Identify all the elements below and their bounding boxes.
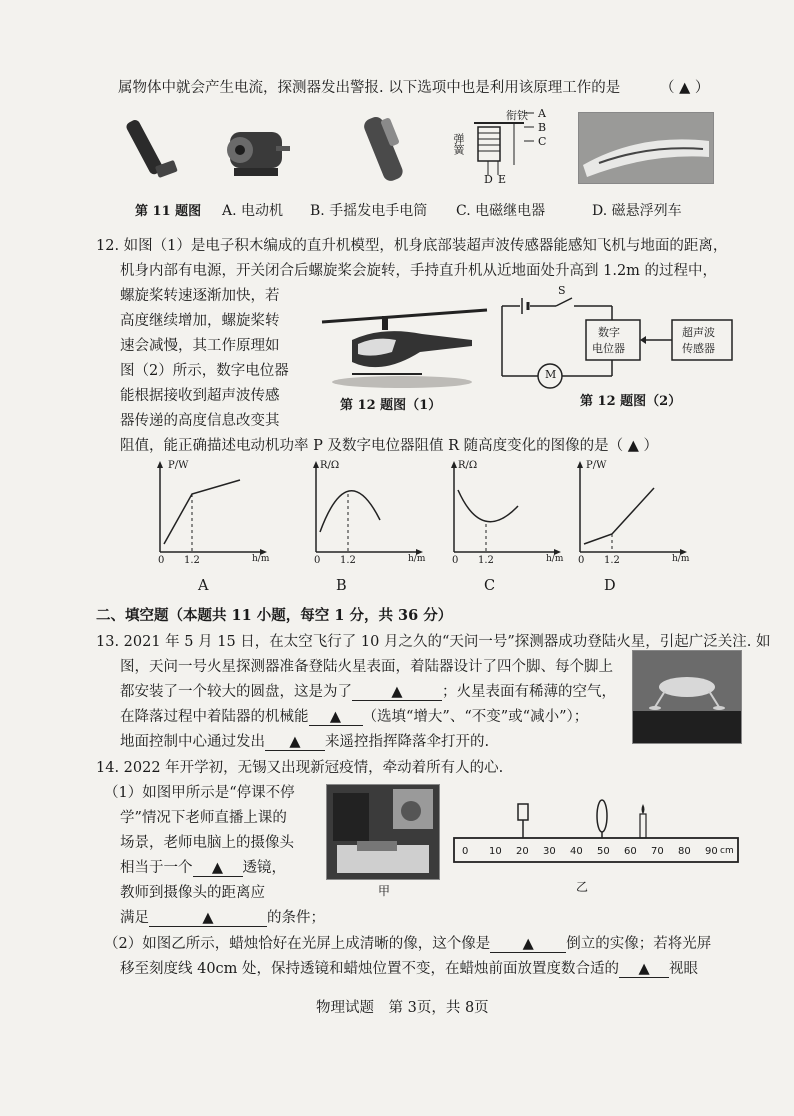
- q14-p2-line1: [104, 932, 711, 953]
- q12-line1: 12. 如图（1）是电子积木编成的直升机模型，机身底部装超声波传感器能感知飞机与地面的距离，: [96, 238, 728, 254]
- q14-blank-1: ▲: [193, 860, 243, 877]
- q13-blank-1: ▲: [352, 684, 442, 701]
- graph-c-letter: C: [484, 578, 496, 594]
- q14-p1-line4: [120, 856, 286, 877]
- ruler-tick-label: 30: [543, 846, 556, 857]
- motor-label: M: [545, 368, 557, 381]
- graph-b-xlabel: h/m: [408, 554, 426, 564]
- q11-option-c: C. 电磁继电器: [456, 203, 546, 219]
- q13-blank-3: ▲: [265, 734, 325, 751]
- ruler-tick-label: 20: [516, 846, 529, 857]
- q13-line5: [120, 730, 489, 751]
- electric-motor-image: [220, 120, 295, 185]
- q14-line1: 14. 2022 年开学初，无锡又出现新冠疫情，牵动着所有人的心.: [96, 760, 504, 776]
- online-class-photo: [326, 784, 440, 880]
- q14-p1-line3: 场景，老师电脑上的摄像头: [120, 835, 294, 851]
- graph-d-tick: 1.2: [604, 555, 620, 566]
- graph-b-tick: 1.2: [340, 555, 356, 566]
- ruler-tick-label: 50: [597, 846, 610, 857]
- graph-d-origin: 0: [578, 555, 585, 566]
- q14-p2-line2-suffix: 视眼: [669, 961, 699, 977]
- ruler-unit-label: cm: [720, 846, 734, 856]
- q11-option-b: B. 手摇发电手电筒: [310, 203, 428, 219]
- switch-label: S: [558, 284, 566, 297]
- graph-c-ylabel: R/Ω: [458, 460, 478, 471]
- q12-line-last: 阻值，能正确描述电动机功率 P 及数字电位器阻值 R 随高度变化的图像的是（ ▲ ）: [120, 438, 658, 454]
- q14-p2-line2-prefix: 移至刻度线 40cm 处，保持透镜和蜡烛位置不变，在蜡烛前面放置度数合适的: [120, 961, 620, 977]
- relay-c-label: C: [538, 135, 547, 148]
- graph-a-xlabel: h/m: [252, 554, 270, 564]
- ruler-tick-label: 90: [705, 846, 718, 857]
- hand-crank-flashlight-image: [355, 108, 415, 193]
- metal-detector-image: [118, 108, 193, 188]
- page-footer: 物理试题 第 3页，共 8页: [316, 1000, 489, 1016]
- q13-line5-suffix: 来遥控指挥降落伞打开的.: [325, 734, 490, 750]
- potentiometer-label-2: 电位器: [592, 342, 625, 355]
- relay-b-label: B: [538, 121, 547, 134]
- helicopter-image: [312, 300, 492, 390]
- graph-d-xlabel: h/m: [672, 554, 690, 564]
- graph-b-origin: 0: [314, 555, 321, 566]
- q13-line5-prefix: 地面控制中心通过发出: [120, 734, 265, 750]
- q14-p2-line2: [120, 957, 698, 978]
- q13-line4: [120, 705, 588, 726]
- graph-a-tick: 1.2: [184, 555, 200, 566]
- relay-a-label: A: [538, 107, 546, 120]
- q11-answer-mark: （ ▲ ）: [660, 80, 710, 96]
- q13-line2: 图，天问一号火星探测器准备登陆火星表面，着陆器设计了四个脚、每个脚上: [120, 659, 613, 675]
- q14-p2-line1-prefix: （2）如图乙所示，蜡烛恰好在光屏上成清晰的像，这个像是: [104, 936, 491, 952]
- ruler-ticks: [462, 844, 734, 862]
- relay-e-label: E: [498, 173, 507, 186]
- circuit-diagram: [500, 284, 750, 400]
- relay-diagram: [448, 105, 568, 185]
- q13-blank-2: ▲: [309, 709, 363, 726]
- q14-p1-line4-suffix: 透镜，: [242, 860, 286, 876]
- q14-p1-line4-prefix: 相当于一个: [120, 860, 193, 876]
- relay-d-label: D: [484, 173, 493, 186]
- q13-line3: [120, 680, 616, 701]
- ruler-tick-label: 40: [570, 846, 583, 857]
- relay-armature-label: 衔铁: [506, 109, 528, 122]
- sensor-label-2: 传感器: [682, 342, 715, 355]
- q14-p1-line1: （1）如图甲所示是“停课不停: [104, 785, 295, 801]
- fig-jia-label: 甲: [378, 884, 391, 898]
- graph-d: [560, 460, 690, 565]
- q14-blank-2: ▲: [149, 910, 267, 927]
- fig-yi-label: 乙: [576, 880, 589, 894]
- q12-wrap1: 螺旋桨转速逐渐加快，若: [120, 288, 280, 304]
- graph-a-letter: A: [198, 578, 209, 594]
- ruler-tick-label: 70: [651, 846, 664, 857]
- q12-wrap4: 图（2）所示，数字电位器: [120, 363, 289, 379]
- relay-spring-label: 弹簧: [452, 133, 465, 155]
- q12-wrap2: 高度继续增加，螺旋桨转: [120, 313, 280, 329]
- graph-b: [296, 460, 426, 565]
- graph-c: [434, 460, 564, 565]
- q11-intro: 属物体中就会产生电流，探测器发出警报. 以下选项中也是利用该原理工作的是: [118, 80, 621, 96]
- graph-a-ylabel: P/W: [168, 460, 189, 471]
- q13-line1: 13. 2021 年 5 月 15 日，在太空飞行了 10 月之久的“天问一号”探测器成功登陆火星，引起广泛关注. 如: [96, 634, 771, 650]
- q12-fig2-caption: 第 12 题图（2）: [580, 394, 682, 409]
- q11-option-d: D. 磁悬浮列车: [592, 203, 682, 219]
- graph-c-origin: 0: [452, 555, 459, 566]
- graph-b-letter: B: [336, 578, 347, 594]
- ruler-tick-label: 0: [462, 846, 469, 857]
- ruler-tick-label: 60: [624, 846, 637, 857]
- ruler-tick-label: 80: [678, 846, 691, 857]
- q14-p1-line6-prefix: 满足: [120, 910, 149, 926]
- q13-line4-suffix: （选填“增大”、“不变”或“减小”）；: [362, 709, 589, 725]
- q14-blank-4: ▲: [619, 961, 669, 978]
- potentiometer-label-1: 数字: [598, 326, 620, 339]
- graph-d-letter: D: [604, 578, 616, 594]
- q14-p1-line6: [120, 906, 325, 927]
- q13-line3-suffix: ；火星表面有稀薄的空气，: [442, 684, 616, 700]
- q12-fig1-caption: 第 12 题图（1）: [340, 398, 442, 413]
- graph-b-ylabel: R/Ω: [320, 460, 340, 471]
- sensor-label-1: 超声波: [682, 326, 715, 339]
- q14-blank-3: ▲: [490, 936, 566, 953]
- q11-option-a: A. 电动机: [222, 203, 284, 219]
- q12-wrap5: 能根据接收到超声波传感: [120, 388, 280, 404]
- q11-caption: 第 11 题图: [135, 204, 202, 219]
- ruler-tick-label: 10: [489, 846, 502, 857]
- maglev-train-image: [578, 112, 714, 184]
- q12-wrap6: 器传递的高度信息改变其: [120, 413, 280, 429]
- q14-p1-line2: 学”情况下老师直播上课的: [120, 810, 287, 826]
- graph-a: [140, 460, 270, 565]
- graph-c-tick: 1.2: [478, 555, 494, 566]
- q14-p1-line5: 教师到摄像头的距离应: [120, 885, 265, 901]
- q12-wrap3: 速会减慢，其工作原理如: [120, 338, 280, 354]
- graph-a-origin: 0: [158, 555, 165, 566]
- q14-p2-line1-suffix: 倒立的实像；若将光屏: [566, 936, 712, 952]
- mars-lander-image: [632, 650, 742, 744]
- q13-line3-prefix: 都安装了一个较大的圆盘，这是为了: [120, 684, 352, 700]
- q14-p1-line6-suffix: 的条件；: [267, 910, 325, 926]
- section-heading: 二、填空题（本题共 11 小题，每空 1 分，共 36 分）: [96, 607, 453, 624]
- q13-line4-prefix: 在降落过程中着陆器的机械能: [120, 709, 309, 725]
- q12-line2: 机身内部有电源，开关闭合后螺旋桨会旋转，手持直升机从近地面处升高到 1.2m 的过程中，: [120, 263, 718, 279]
- optical-bench: [452, 798, 742, 868]
- graph-d-ylabel: P/W: [586, 460, 607, 471]
- graph-c-xlabel: h/m: [546, 554, 564, 564]
